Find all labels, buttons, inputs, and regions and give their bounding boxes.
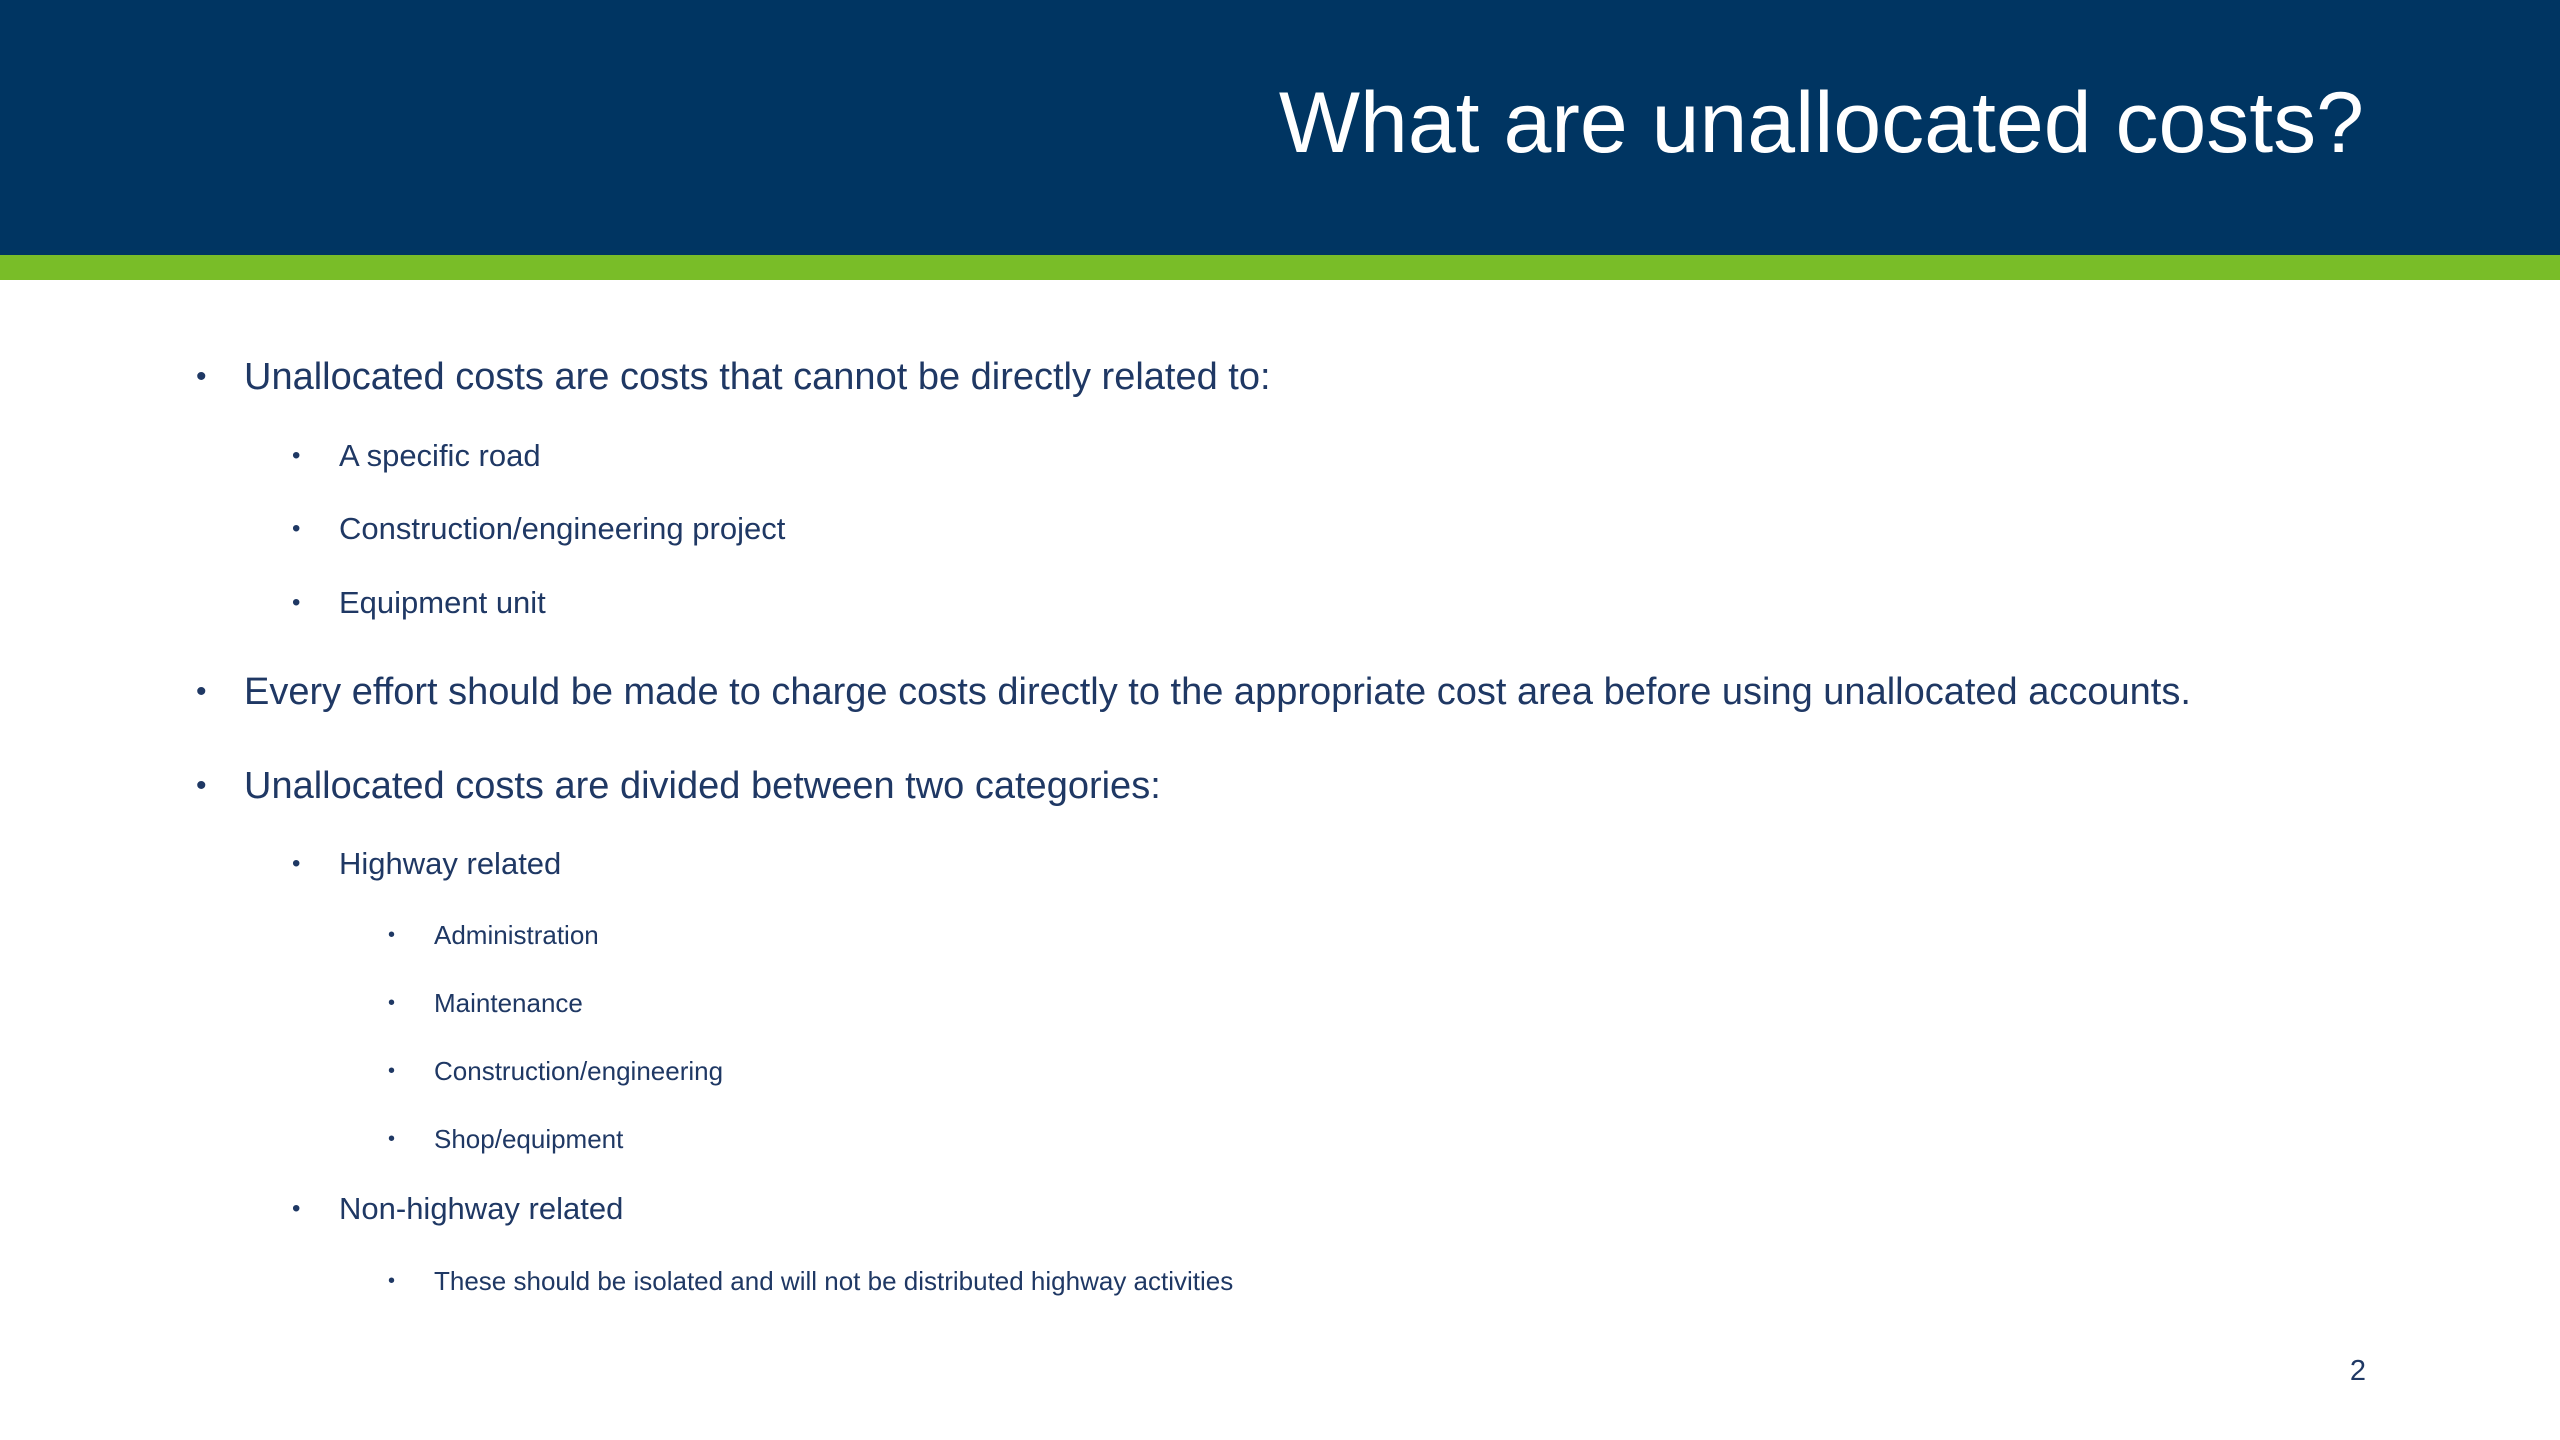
- bullet-text: Highway related: [339, 846, 562, 881]
- bullet-text: Shop/equipment: [434, 1124, 624, 1154]
- bullet-dot: •: [388, 1128, 396, 1150]
- bullet-dot: •: [196, 769, 207, 802]
- page-number: 2: [2349, 1355, 2366, 1387]
- bullet-dot: •: [388, 992, 396, 1014]
- bullet-dot: •: [196, 675, 207, 708]
- bullet-dot: •: [292, 442, 301, 469]
- bullet-dot: •: [292, 589, 301, 616]
- accent-stripe: [0, 255, 2560, 280]
- bullet-text: These should be isolated and will not be distributed highway activities: [434, 1266, 1234, 1296]
- bullet-text: Every effort should be made to charge costs directly to the appropriate cost area before using unallocated accounts.: [244, 671, 2191, 713]
- bullet-text: Equipment unit: [339, 585, 546, 620]
- slide-title: What are unallocated costs?: [1278, 75, 2364, 171]
- bullet-text: A specific road: [339, 438, 541, 473]
- bullet-text: Construction/engineering: [434, 1056, 724, 1086]
- bullet-dot: •: [388, 924, 396, 946]
- bullet-text: Unallocated costs are divided between two categories:: [244, 765, 1161, 807]
- bullet-text: Administration: [434, 920, 599, 950]
- bullet-dot: •: [388, 1270, 396, 1292]
- bullet-text: Construction/engineering project: [339, 511, 786, 546]
- bullet-dot: •: [292, 1195, 301, 1222]
- bullet-dot: •: [388, 1060, 396, 1082]
- bullet-dot: •: [292, 515, 301, 542]
- bullet-text: Non-highway related: [339, 1191, 624, 1226]
- bullet-dot: •: [292, 850, 301, 877]
- bullet-text: Maintenance: [434, 988, 583, 1018]
- bullet-text: Unallocated costs are costs that cannot be directly related to:: [244, 356, 1271, 398]
- bullet-dot: •: [196, 360, 207, 393]
